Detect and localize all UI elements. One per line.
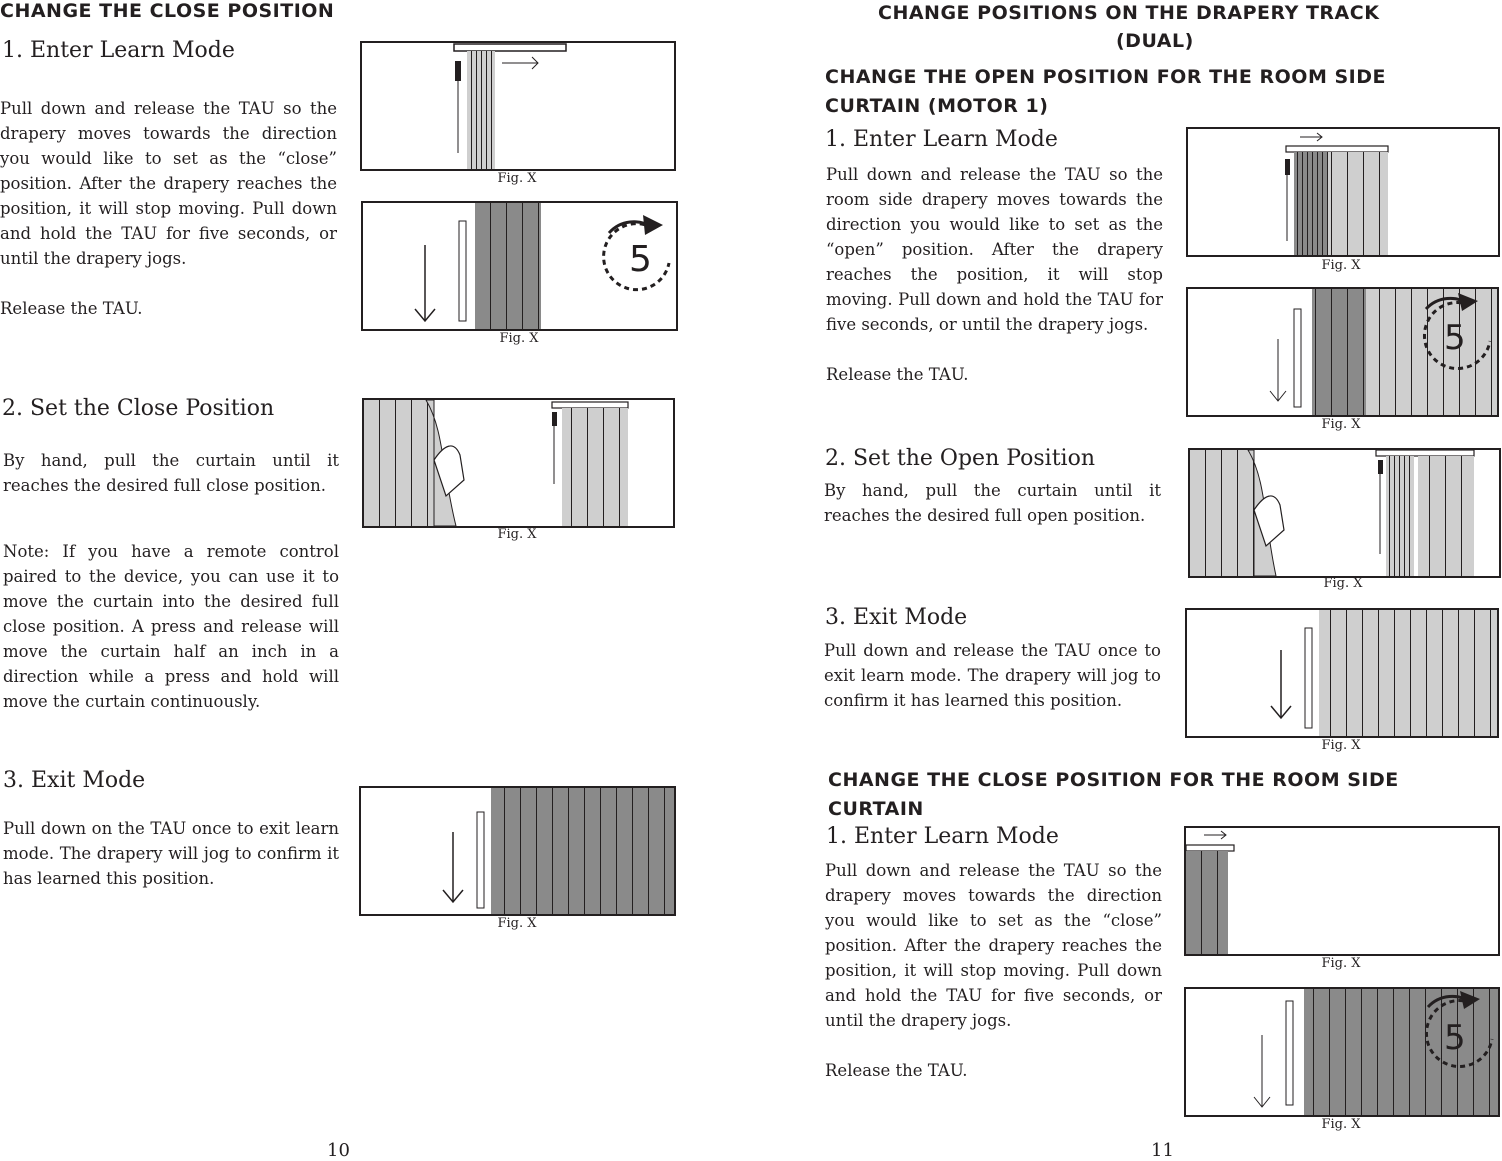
fig-caption: Fig. X bbox=[499, 331, 539, 346]
r2-step1-heading: 1. Enter Learn Mode bbox=[826, 824, 1059, 849]
figure-hold-tau-five-seconds bbox=[361, 201, 678, 331]
page-number-right: 11 bbox=[1151, 1140, 1174, 1161]
r-step1-text: Pull down and release the TAU so the room side drapery moves towards the direction you would like to set as the “open” position. After the drapery reaches the position, it will stop moving. Pull down and hold the TAU for five seconds, or until the drapery jogs. Release the TAU. bbox=[826, 165, 1163, 384]
timer-digit: 5 bbox=[629, 239, 652, 280]
fig-caption: Fig. X bbox=[1321, 956, 1361, 971]
section2-title: CHANGE THE CLOSE POSITION FOR THE ROOM SIDE bbox=[828, 769, 1399, 791]
fig-caption: Fig. X bbox=[1321, 417, 1361, 432]
step3-text: Pull down on the TAU once to exit learn mode. The drapery will jog to confirm it has learned this position. bbox=[3, 819, 339, 888]
r-step2-heading: 2. Set the Open Position bbox=[825, 446, 1096, 471]
figure-r-enter-learn-mode bbox=[1186, 127, 1500, 257]
figure-r2-enter-learn-mode bbox=[1184, 826, 1500, 956]
r2-step1-text: Pull down and release the TAU so the drapery moves towards the direction you would like to set as the “close” position. After the drapery reaches the position, it will stop moving. Pull down and hold the TAU for five seconds, or until the drapery jogs. Release the TAU. bbox=[825, 861, 1162, 1080]
fig-caption: Fig. X bbox=[1321, 1117, 1361, 1132]
fig-caption: Fig. X bbox=[1323, 576, 1363, 591]
timer-digit: 5 bbox=[1444, 1018, 1466, 1058]
r-step1-heading: 1. Enter Learn Mode bbox=[825, 127, 1058, 152]
figure-r-hold-tau bbox=[1186, 287, 1499, 417]
r-step3-text: Pull down and release the TAU once to exit learn mode. The drapery will jog to confirm it has learned this position. bbox=[824, 641, 1161, 710]
figure-r-exit-mode bbox=[1185, 608, 1499, 738]
figure-r2-hold-tau bbox=[1184, 987, 1500, 1117]
section1-title: CHANGE THE OPEN POSITION FOR THE ROOM SIDE bbox=[825, 66, 1386, 88]
fig-caption: Fig. X bbox=[1321, 258, 1361, 273]
timer-digit: 5 bbox=[1444, 318, 1466, 358]
step2-text: By hand, pull the curtain until it reaches the desired full close position. bbox=[3, 451, 339, 495]
fig-caption: Fig. X bbox=[497, 171, 537, 186]
fig-caption: Fig. X bbox=[497, 527, 537, 542]
figure-enter-learn-mode bbox=[360, 41, 676, 171]
step3-heading: 3. Exit Mode bbox=[3, 768, 146, 793]
section1-title-line2: CURTAIN (MOTOR 1) bbox=[825, 95, 1049, 117]
step2-note: Note: If you have a remote control paired to the device, you can use it to move the curtain into the desired full close position. A press and release will move the curtain half an inch in a direction while a press and hold will move the curtain continuously. bbox=[3, 542, 339, 711]
step1-heading: 1. Enter Learn Mode bbox=[2, 38, 235, 63]
figure-exit-mode bbox=[359, 786, 676, 916]
section2-title-line2: CURTAIN bbox=[828, 798, 924, 820]
figure-set-close-position bbox=[362, 398, 675, 528]
left-page-title: CHANGE THE CLOSE POSITION bbox=[0, 0, 335, 22]
page-number-left: 10 bbox=[327, 1140, 350, 1161]
r-step2-text: By hand, pull the curtain until it reaches the desired full open position. bbox=[824, 481, 1161, 525]
fig-caption: Fig. X bbox=[497, 916, 537, 931]
right-page-title: CHANGE POSITIONS ON THE DRAPERY TRACK bbox=[878, 2, 1380, 24]
figure-r-set-open-position bbox=[1188, 448, 1501, 578]
right-page-title-sub: (DUAL) bbox=[1116, 30, 1194, 52]
step1-text: Pull down and release the TAU so the drapery moves towards the direction you would like to set as the “close” position. After the drapery reaches the position, it will stop moving. Pull down and hold the TAU for five seconds, or until the drapery jogs. Release the TAU. bbox=[0, 99, 337, 318]
r-step3-heading: 3. Exit Mode bbox=[825, 605, 968, 630]
fig-caption: Fig. X bbox=[1321, 738, 1361, 753]
step2-heading: 2. Set the Close Position bbox=[2, 396, 275, 421]
